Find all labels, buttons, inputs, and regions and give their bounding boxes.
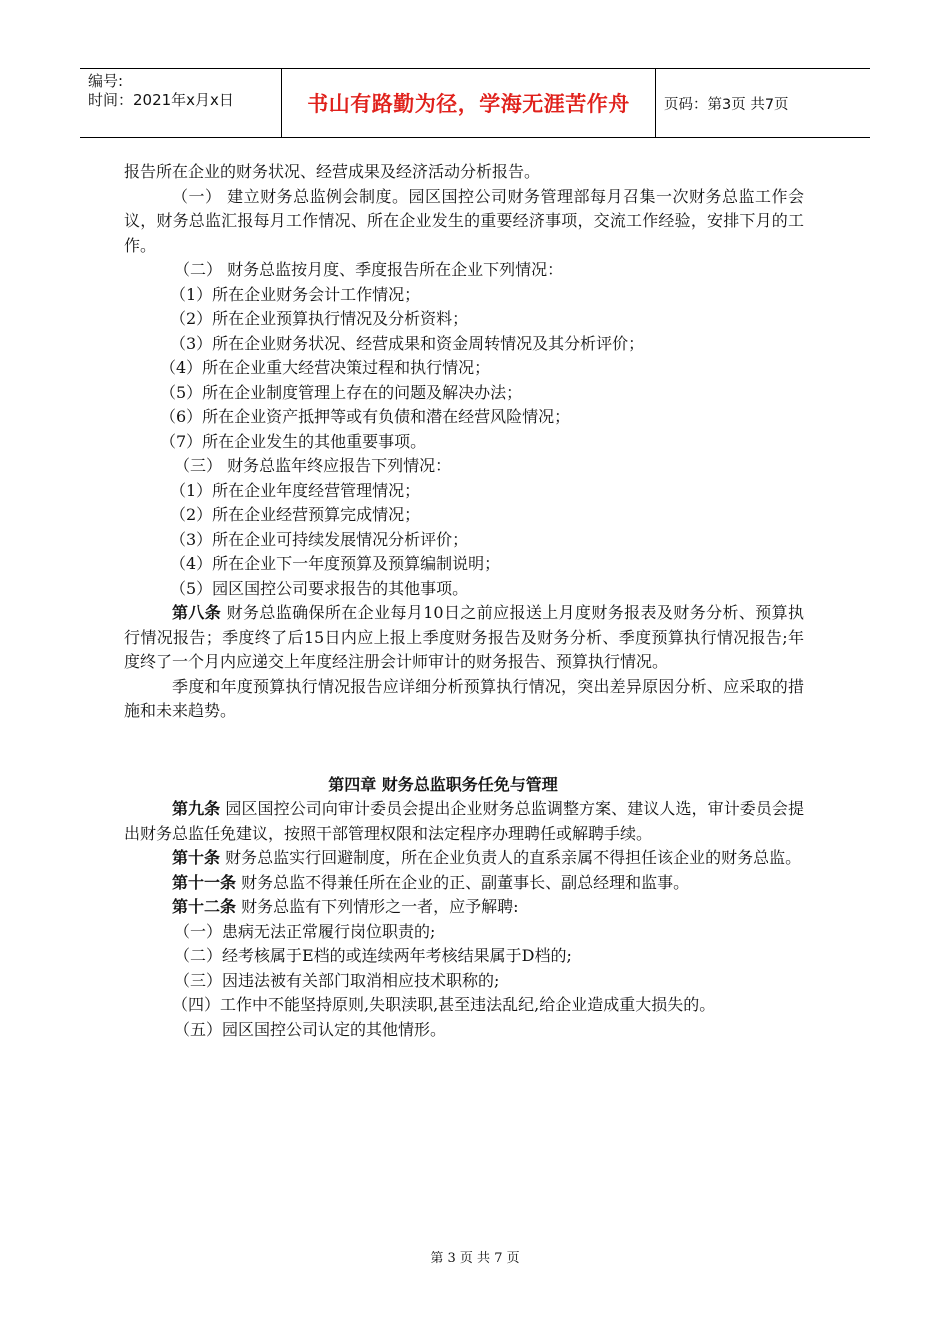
article-text: 财务总监有下列情形之一者，应予解聘: — [236, 897, 519, 916]
page-header — [80, 68, 870, 138]
list-item: （一）患病无法正常履行岗位职责的; — [174, 921, 436, 941]
chapter-heading: 第四章 财务总监职务任免与管理 — [328, 774, 558, 794]
paragraph: 季度和年度预算执行情况报告应详细分析预算执行情况，突出差异原因分析、应采取的措施和未来趋势。 — [124, 676, 804, 720]
article-title: 第十一条 — [172, 872, 237, 892]
paragraph: （三） 财务总监年终应报告下列情况： — [174, 456, 452, 475]
list-item: （2）所在企业经营预算完成情况； — [170, 505, 421, 524]
list-item: （7）所在企业发生的其他重要事项。 — [160, 431, 427, 451]
document-body — [124, 160, 804, 1042]
article-12 — [124, 895, 804, 920]
paragraph: 报告所在企业的财务状况、经营成果及经济活动分析报告。 — [124, 162, 541, 181]
list-item: （3）所在企业可持续发展情况分析评价； — [170, 529, 469, 549]
list-item: （2）所在企业预算执行情况及分析资料； — [170, 309, 469, 328]
list-item: （4）所在企业重大经营决策过程和执行情况； — [160, 358, 491, 377]
article-text: 财务总监不得兼任所在企业的正、副董事长、副总经理和监事。 — [236, 872, 690, 892]
article-text: 财务总监实行回避制度，所在企业负责人的直系亲属不得担任该企业的财务总监。 — [220, 848, 802, 867]
list-item: （5）园区国控公司要求报告的其他事项。 — [170, 578, 469, 598]
page-footer: 第 3 页 共 7 页 — [430, 1251, 520, 1266]
article-title: 第十二条 — [172, 897, 237, 916]
header-left-cell — [80, 69, 282, 137]
list-item: （二）经考核属于E档的或连续两年考核结果属于D档的; — [174, 946, 572, 965]
header-motto: 书山有路勤为径，学海无涯苦作舟 — [282, 69, 656, 137]
document-time-label: 时间：2021年x月x日 — [88, 91, 234, 109]
list-item: （4）所在企业下一年度预算及预算编制说明； — [170, 554, 501, 573]
header-page-number: 页码：第3页 共7页 — [664, 96, 789, 113]
paragraph: （二） 财务总监按月度、季度报告所在企业下列情况： — [174, 260, 564, 279]
article-title: 第八条 — [172, 603, 222, 622]
list-item: （1）所在企业财务会计工作情况； — [170, 284, 421, 304]
article-title: 第九条 — [172, 799, 221, 818]
article-title: 第十条 — [172, 848, 221, 867]
paragraph: （一） 建立财务总监例会制度。园区国控公司财务管理部每月召集一次财务总监工作会议，财务总监汇报每月工作情况、所在企业发生的重要经济事项，交流工作经验，安排下月的工作。 — [124, 186, 804, 255]
list-item: （五）园区国控公司认定的其他情形。 — [174, 1019, 447, 1039]
list-item: （3）所在企业财务状况、经营成果和资金周转情况及其分析评价； — [170, 333, 645, 353]
list-item: （5）所在企业制度管理上存在的问题及解决办法； — [160, 382, 523, 402]
list-item: （四）工作中不能坚持原则,失职渎职,甚至违法乱纪,给企业造成重大损失的。 — [172, 995, 716, 1014]
article-8 — [124, 601, 804, 675]
article-11 — [124, 871, 804, 896]
list-item: （三）因违法被有关部门取消相应技术职称的; — [174, 970, 500, 990]
section-spacer — [124, 724, 804, 773]
list-item: （1）所在企业年度经营管理情况； — [170, 480, 421, 500]
article-9 — [124, 797, 804, 846]
list-item: （6）所在企业资产抵押等或有负债和潜在经营风险情况； — [160, 407, 571, 426]
article-10 — [124, 846, 804, 871]
article-text: 园区国控公司向审计委员会提出企业财务总监调整方案、建议人选，审计委员会提出财务总监任免建议，按照干部管理权限和法定程序办理聘任或解聘手续。 — [124, 799, 804, 843]
document-number-label: 编号: — [88, 72, 124, 90]
article-text: 财务总监确保所在企业每月10日之前应报送上月度财务报表及财务分析、预算执行情况报告；季度终了后15日内应上报上季度财务报告及财务分析、季度预算执行情况报告;年度终了一个月内应递交上年度经注册会计师审计的财务报告、预算执行情况。 — [124, 603, 804, 671]
